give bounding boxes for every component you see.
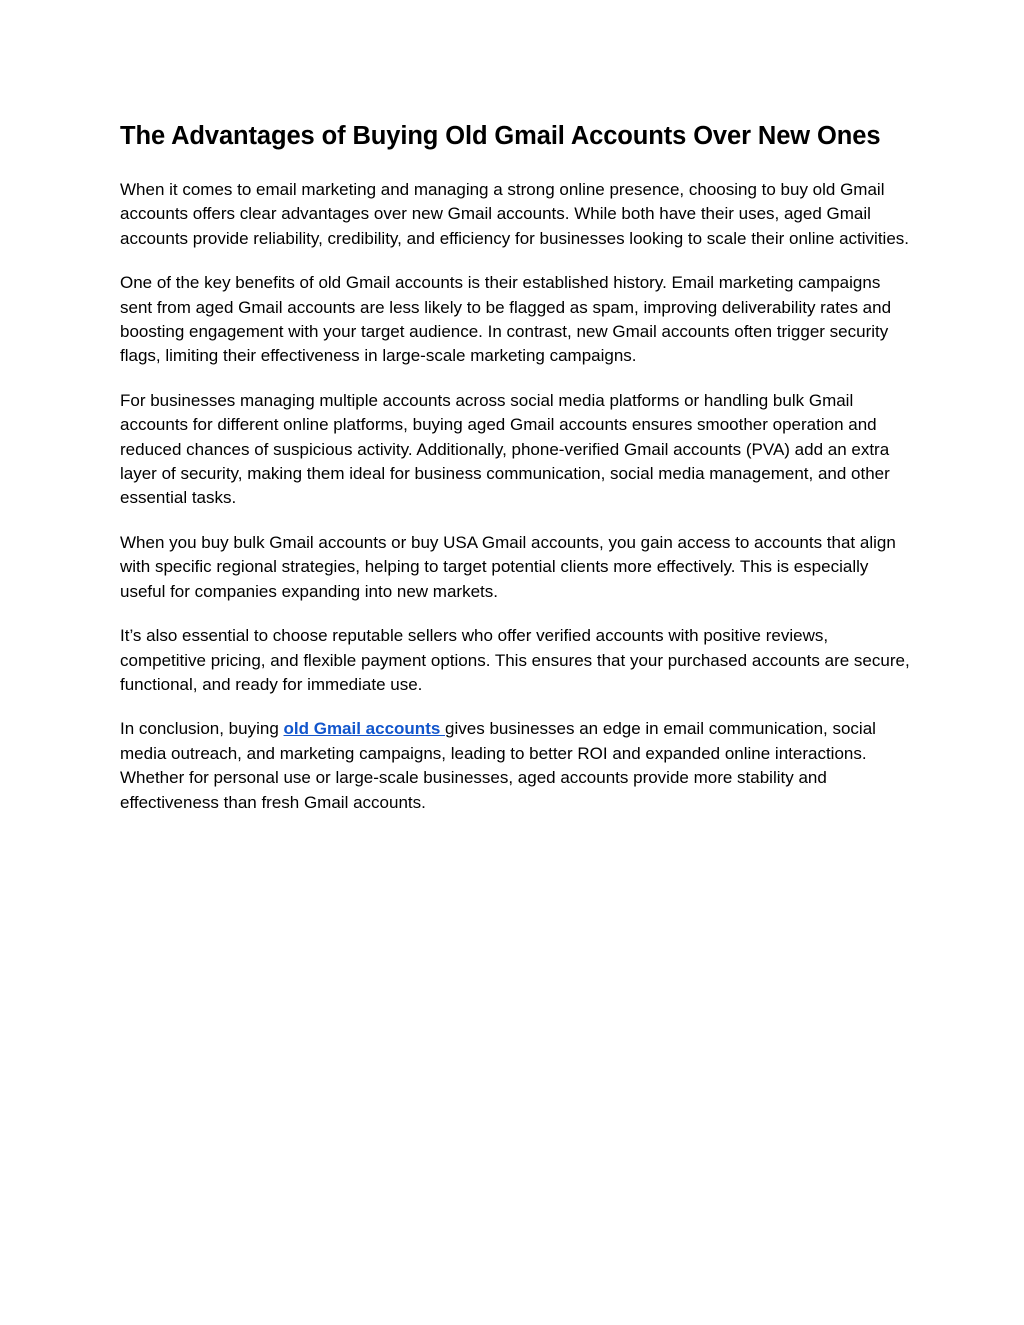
document-page — [120, 118, 910, 835]
old-gmail-accounts-link[interactable]: old Gmail accounts — [283, 719, 446, 739]
paragraph-bulk-usa: When you buy bulk Gmail accounts or buy USA Gmail accounts, you gain access to accounts that align with specific regional strategies, helping to target potential clients more effectively. This is especially useful for companies expanding into new markets. — [120, 532, 896, 601]
paragraph-conclusion — [120, 717, 910, 815]
paragraph-sellers: It’s also essential to choose reputable sellers who offer verified accounts with positive reviews, competitive pricing, and flexible payment options. This ensures that your purchased accounts are secure, functional, and ready for immediate use. — [120, 626, 910, 694]
conclusion-text-after: gives businesses an edge in email communication, social media outreach, and marketing campaigns, leading to better ROI and expanded online interactions. Whether for personal use or large-scale businesses, aged accounts provide more stability and effectiveness than fresh Gmail accounts. — [120, 719, 876, 812]
document-title: The Advantages of Buying Old Gmail Accounts Over New Ones — [120, 122, 881, 150]
conclusion-text-before: In conclusion, buying — [120, 719, 284, 739]
paragraph-benefits: One of the key benefits of old Gmail accounts is their established history. Email marketing campaigns sent from aged Gmail accounts are less likely to be flagged as spam, improving deliverability rates and boosting engagement with your target audience. In contrast, new Gmail accounts often trigger security flags, limiting their effectiveness in large-scale marketing campaigns. — [120, 273, 892, 366]
paragraph-intro: When it comes to email marketing and managing a strong online presence, choosing to buy old Gmail accounts offers clear advantages over new Gmail accounts. While both have their uses, aged Gmail accounts provide reliability, credibility, and efficiency for businesses looking to scale their online activities. — [120, 180, 910, 248]
paragraph-multiple-accounts: For businesses managing multiple accounts across social media platforms or handling bulk Gmail accounts for different online platforms, buying aged Gmail accounts ensures smoother operation and reduced chances of suspicious activity. Additionally, phone-verified Gmail accounts (PVA) add an extra layer of security, making them ideal for business communication, social media management, and other essential tasks. — [120, 390, 890, 508]
